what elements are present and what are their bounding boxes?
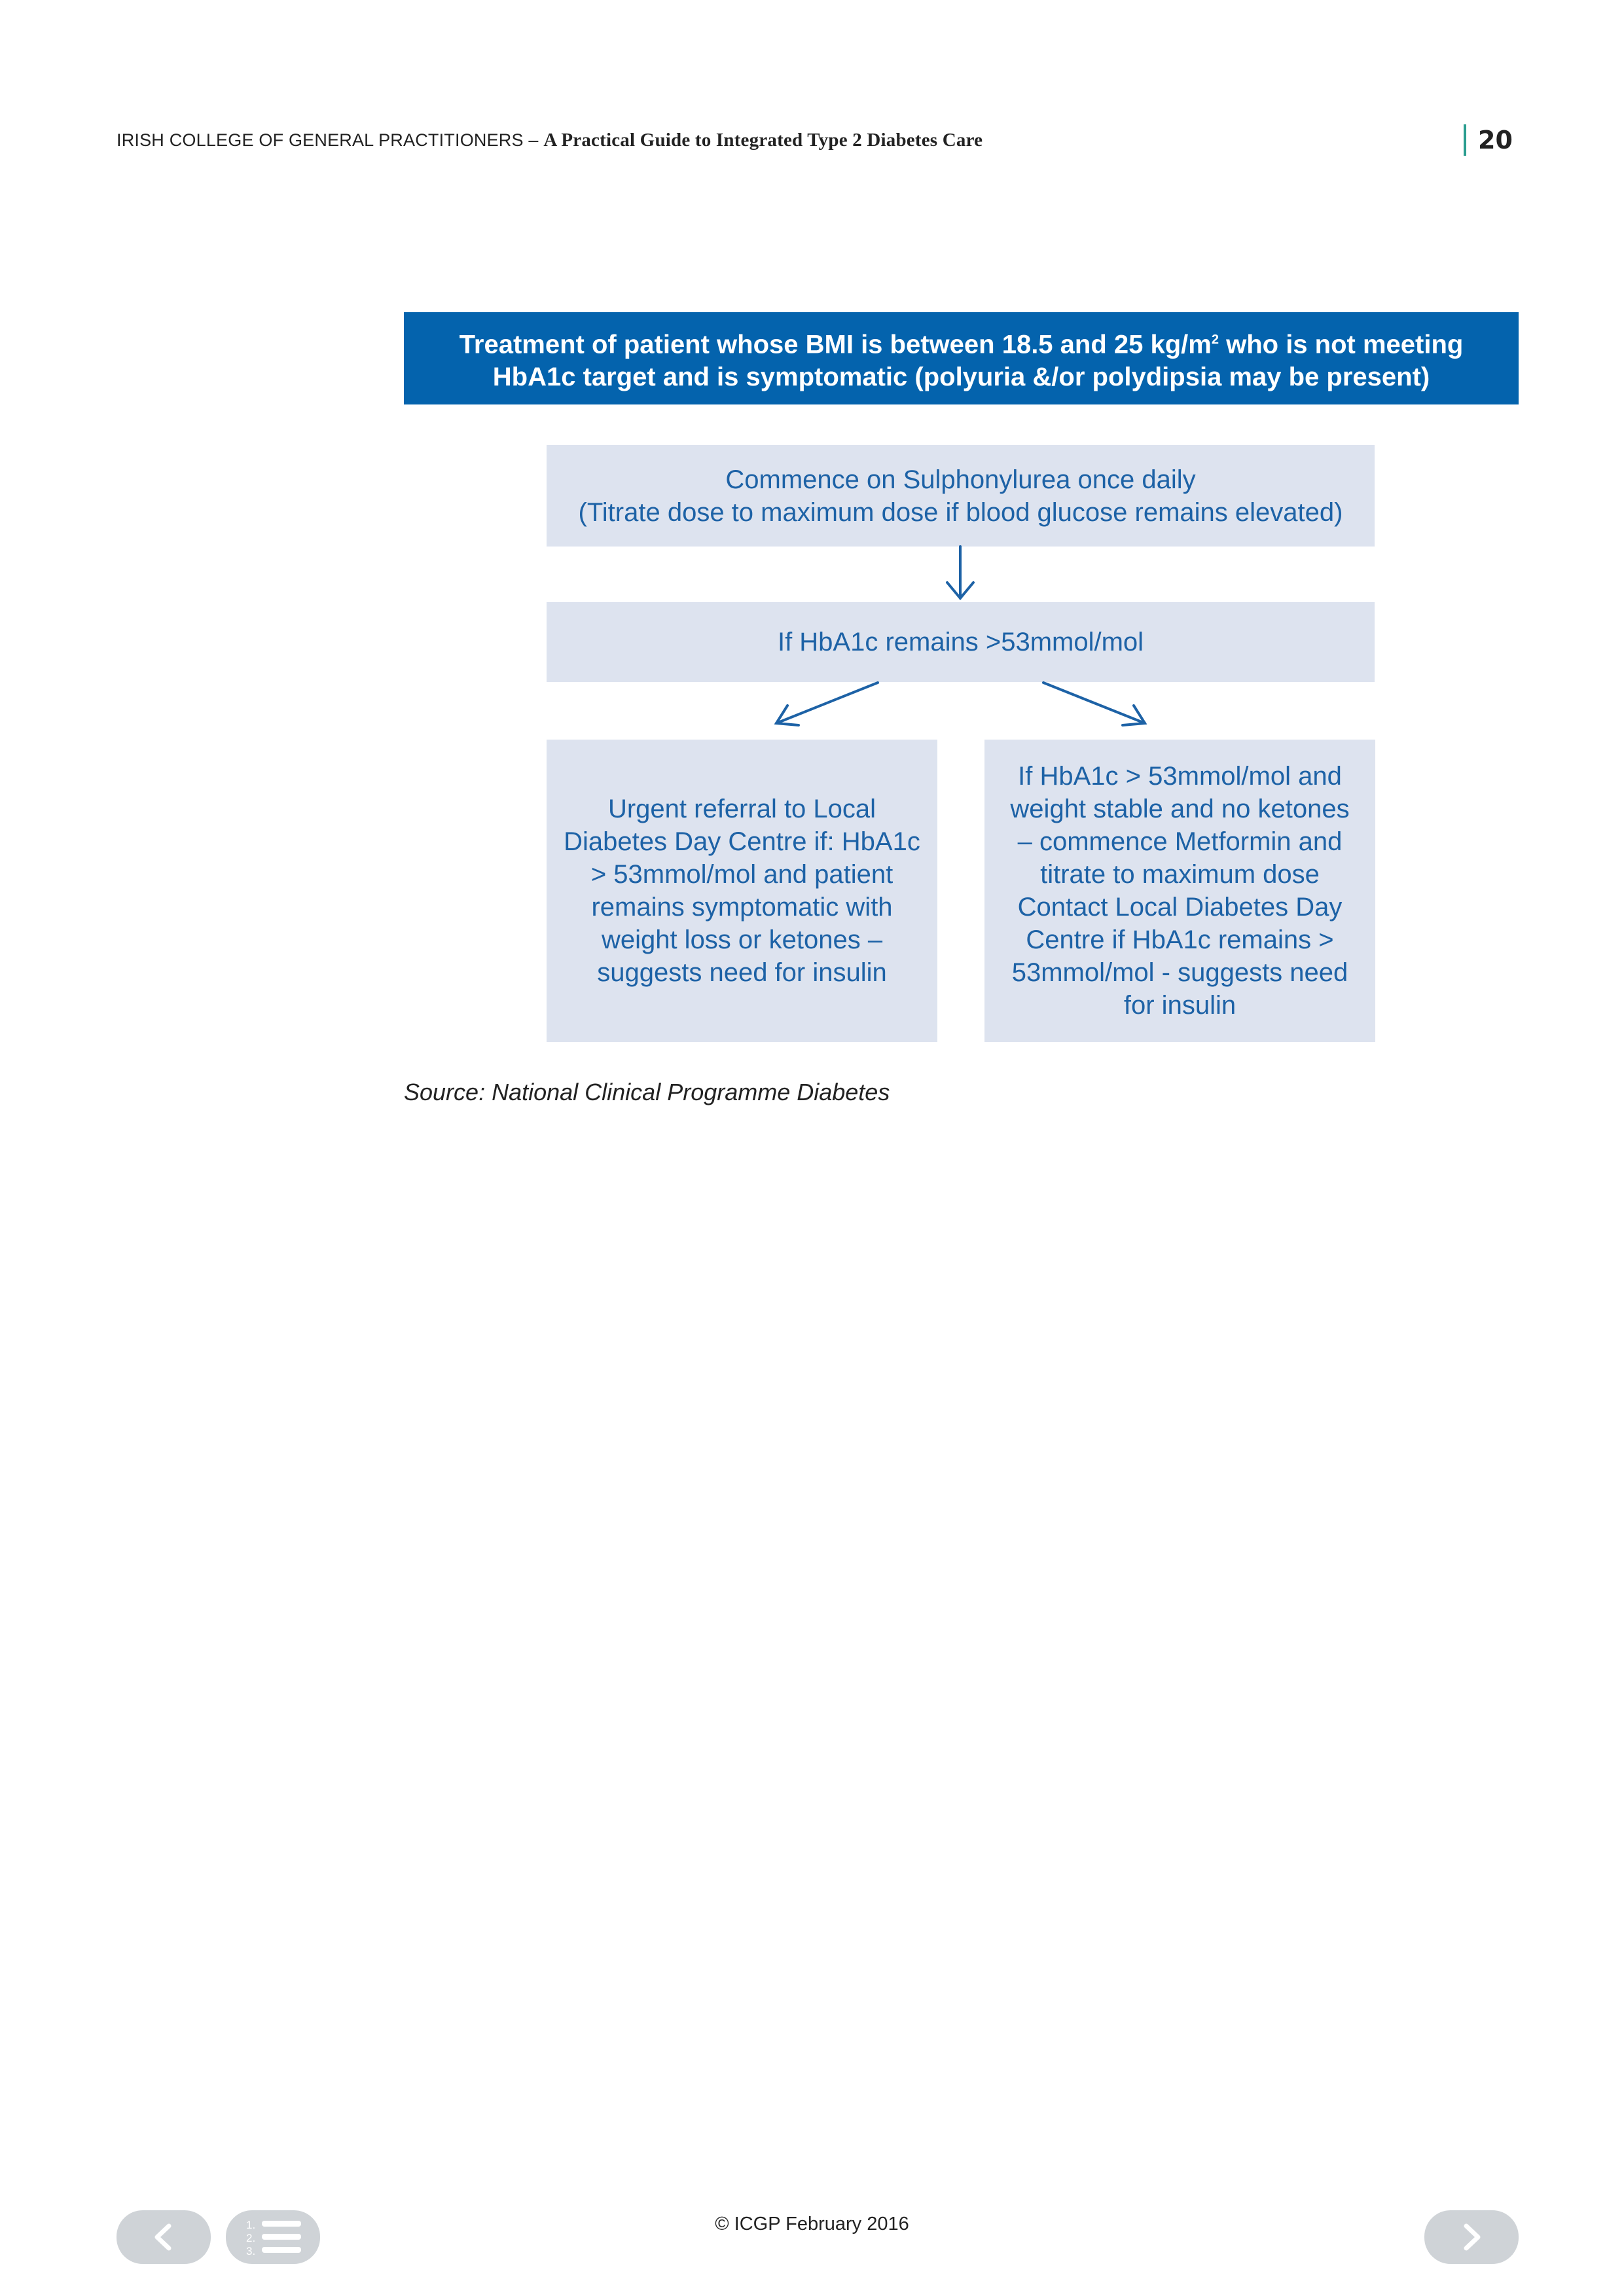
- arrow-down-right-icon: [1043, 683, 1145, 725]
- urgent-referral-text: Urgent referral to Local Diabetes Day Centre if: HbA1c > 53mmol/mol and patient remains symptomatic with weight loss or ketones – suggests need for insulin: [564, 795, 920, 987]
- chevron-right-icon: [1458, 2221, 1485, 2253]
- flowchart-title-line1-text: Treatment of patient whose BMI is between 18.5 and 25 kg/m: [459, 330, 1212, 359]
- next-page-button[interactable]: [1424, 2210, 1519, 2264]
- arrow-down-left-icon: [776, 683, 878, 725]
- hba1c-remains-text: If HbA1c remains >53mmol/mol: [777, 628, 1144, 656]
- toc-number-1: 1.: [246, 2219, 256, 2231]
- page-header: [117, 124, 1511, 157]
- source-caption: Source: National Clinical Programme Diabetes: [404, 1079, 890, 1105]
- flowchart-title-line2: HbA1c target and is symptomatic (polyuria &/or polydipsia may be present): [492, 363, 1430, 392]
- toc-number-3: 3.: [246, 2245, 256, 2257]
- urgent-referral-box: [547, 740, 937, 1042]
- header-divider: [1464, 124, 1466, 156]
- flowchart-title-line1: [404, 323, 1519, 361]
- arrow-down-icon: [947, 547, 973, 598]
- commence-metformin-box: [984, 740, 1375, 1042]
- running-title-guide: A Practical Guide to Integrated Type 2 Diabetes Care: [543, 130, 983, 151]
- hba1c-remains-box: [547, 602, 1375, 682]
- footer-copyright: © ICGP February 2016: [715, 2214, 909, 2234]
- commence-line1: Commence on Sulphonylurea once daily: [725, 465, 1196, 494]
- commence-line2: (Titrate dose to maximum dose if blood glucose remains elevated): [578, 497, 1343, 527]
- flowchart-title-banner: [404, 312, 1519, 404]
- superscript-2: 2: [1211, 332, 1219, 347]
- page-number: 20: [1478, 126, 1513, 154]
- commence-sulphonylurea-box: [547, 445, 1375, 547]
- running-title-org: IRISH COLLEGE OF GENERAL PRACTITIONERS –: [117, 130, 544, 150]
- running-title: [117, 130, 983, 151]
- flowchart-title-line1-end: who is not meeting: [1218, 330, 1464, 359]
- commence-metformin-text: If HbA1c > 53mmol/mol and weight stable and no ketones – commence Metformin and titrate to maximum dose Contact Local Diabetes Day Centre if HbA1c remains > 53mmol/mol - suggests need for insulin: [1010, 762, 1350, 1020]
- toc-number-2: 2.: [246, 2232, 256, 2244]
